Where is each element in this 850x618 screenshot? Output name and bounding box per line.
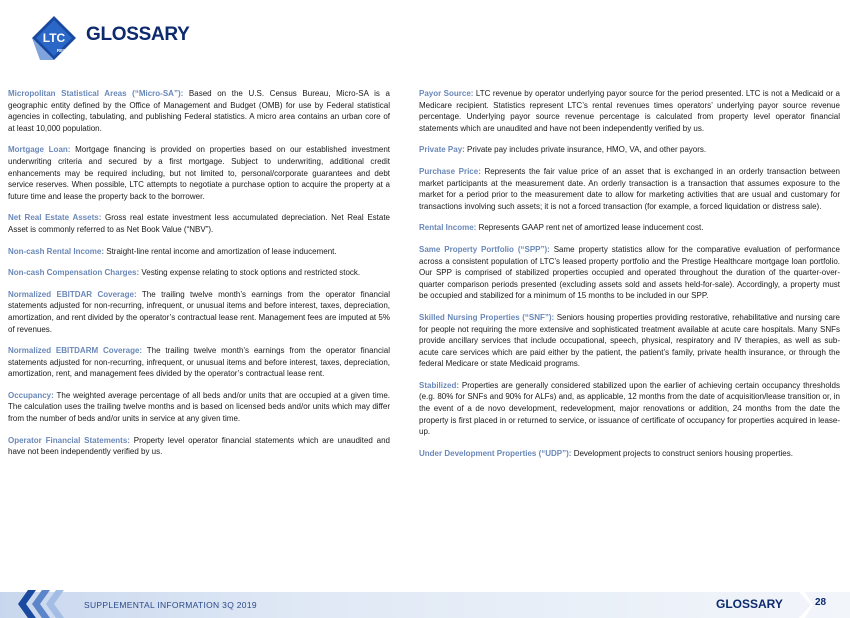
glossary-definition: Same property statistics allow for the comparative evaluation of performance across a consistent population of LTC’s leased property portfolio and the Prestige Healthcare mortgage loan portfolio. Our SPP is comprised of stabilized properties occupied and operated throughout the duration of the quarter-over-quarter comparison periods presented (excluding assets sold and assets held-for-sale). Accordingly, a property must be occupied and stabilized for a minimum of 15 months to be included in our SPP. <box>419 244 840 301</box>
glossary-definition: Development projects to construct seniors housing properties. <box>571 448 793 458</box>
glossary-definition: Represents GAAP rent net of amortized lease inducement cost. <box>476 223 704 233</box>
glossary-term: Occupancy: <box>8 390 54 400</box>
glossary-definition: Mortgage financing is provided on properties based on our established investment underwriting criteria and secured by a first mortgage. Subject to underwriting, additional credit enhancements may be required including, but not limited to, personal/corporate guarantees and debt service reserves. When possible, LTC attempts to negotiate a purchase option to acquire the property at a future time and lease the property back to the borrower. <box>8 145 391 201</box>
page-number: 28 <box>815 597 827 608</box>
glossary-term: Mortgage Loan: <box>8 145 71 155</box>
glossary-definition: LTC revenue by operator underlying payor source for the period presented. LTC is not a Medicaid or a Medicare recipient. Statistics represent LTC’s rental revenues times operators’ underlying payor source revenue percentage. Underlying payor source revenue percentage is calculated from property level operator financial statements which are unaudited and have not been independently verified by us. <box>419 89 840 133</box>
glossary-term: Normalized EBITDAR Coverage: <box>8 289 137 299</box>
glossary-term: Skilled Nursing Properties (“SNF”): <box>419 312 555 322</box>
glossary-term: Operator Financial Statements: <box>8 435 130 445</box>
glossary-definition: Vesting expense relating to stock options and restricted stock. <box>139 268 361 278</box>
glossary-term: Same Property Portfolio (“SPP”): <box>419 244 550 254</box>
glossary-definition: Seniors housing properties providing restorative, rehabilitative and nursing care for people not requiring the more extensive and sophisticated treatment available at acute care hospitals. Many SNFs provide ancillary services that include occupational, speech, physical, respiratory and IV therapies, as well as sub-acute care services which are paid either by the patient, the patient’s family, private health insurance, or through the federal Medicare or state Medicaid programs. <box>419 312 841 369</box>
glossary-entry-rental-income <box>419 222 840 234</box>
glossary-entry-stabilized <box>419 380 840 438</box>
glossary-entry-occupancy <box>8 390 390 425</box>
glossary-definition: Properties are generally considered stabilized upon the earlier of achieving certain occupancy thresholds (e.g. 80% for SNFs and 90% for ALFs) and, as applicable, 12 months from the date of acquisition/lease transition or, in the event of a de novo development, redevelopment, major renovations or addition, 24 months from the date the property is first placed in or returned to service, or issuance of certificate of occupancy for properties acquired in lease-up. <box>419 380 840 437</box>
ltc-logo <box>30 14 78 62</box>
glossary-entry-net-real-estate-assets <box>8 212 390 235</box>
glossary-entry-operator-financial-statements <box>8 435 390 458</box>
glossary-definition: Private pay includes private insurance, HMO, VA, and other payors. <box>464 145 707 155</box>
chevron-left-icon <box>6 588 76 618</box>
glossary-term: Private Pay: <box>419 145 465 155</box>
glossary-definition: Straight-line rental income and amortization of lease inducement. <box>104 246 337 256</box>
glossary-entry-micro-sa <box>8 88 390 134</box>
glossary-entry-mortgage-loan <box>8 144 390 202</box>
glossary-entry-under-development <box>419 448 840 460</box>
glossary-term: Net Real Estate Assets: <box>8 213 102 223</box>
glossary-term: Normalized EBITDARM Coverage: <box>8 346 143 356</box>
page-title: GLOSSARY <box>86 24 190 45</box>
glossary-entry-ebitdar-coverage <box>8 289 390 335</box>
logo-subtext: REIT <box>56 48 68 53</box>
glossary-definition: Property level operator financial statements which are unaudited and have not been independently verified by us. <box>8 435 390 457</box>
glossary-left-column <box>8 88 390 468</box>
glossary-entry-payor-source <box>419 88 840 134</box>
glossary-entry-non-cash-rental-income <box>8 246 390 258</box>
glossary-term: Non-cash Rental Income: <box>8 246 105 256</box>
page-header <box>0 0 850 80</box>
footer-section-title: GLOSSARY <box>716 597 783 611</box>
glossary-entry-ebitdarm-coverage <box>8 345 390 380</box>
glossary-entry-purchase-price <box>419 166 840 212</box>
chevron-right-icon <box>795 592 813 618</box>
glossary-right-column <box>419 88 840 469</box>
footer-label: SUPPLEMENTAL INFORMATION 3Q 2019 <box>84 600 257 610</box>
glossary-definition: Gross real estate investment less accumulated depreciation. Net Real Estate Asset is commonly referred to as Net Book Value (“NBV”). <box>8 213 390 234</box>
glossary-definition: Represents the fair value price of an asset that is exchanged in an orderly transaction between market participants at the measurement date. An orderly transaction is a transaction that assumes exposure to the market for a period prior to the measurement date to allow for marketing activities that are usual and customary for transactions involving such assets; it is not a forced transaction (for example, a forced liquidation or distress sale). <box>419 166 840 211</box>
glossary-entry-skilled-nursing <box>419 312 840 370</box>
glossary-entry-same-property-portfolio <box>419 244 840 302</box>
glossary-term: Micropolitan Statistical Areas (“Micro-SA”): <box>8 89 184 98</box>
glossary-term: Under Development Properties (“UDP”): <box>419 448 572 458</box>
glossary-definition: The weighted average percentage of all beds and/or units that are occupied at a given time. The calculation uses the trailing twelve months and is based on licensed beds and/or units which may differ from the number of beds and/or units in service at any given time. <box>8 390 390 424</box>
glossary-definition: Based on the U.S. Census Bureau, Micro-SA is a geographic entity defined by the Office of Management and Budget (OMB) for use by Federal statistical agencies in collecting, tabulating, and publishing Federal statistics. A micro area contains an urban core of at least 10,000 population. <box>8 89 391 133</box>
glossary-entry-non-cash-compensation <box>8 267 390 279</box>
glossary-term: Non-cash Compensation Charges: <box>8 268 140 278</box>
glossary-term: Payor Source: <box>419 89 474 98</box>
logo-text: LTC <box>42 31 66 45</box>
glossary-definition: The trailing twelve month’s earnings from the operator financial statements adjusted for non-recurring, infrequent, or unusual items and before interest, taxes, depreciation, amortization, and rent divided by the operator’s contractual lease rent. Management fees are imputed at 5% of revenues. <box>8 289 390 334</box>
page-footer <box>0 586 850 618</box>
glossary-term: Stabilized: <box>419 380 460 390</box>
glossary-term: Purchase Price: <box>419 166 481 176</box>
glossary-entry-private-pay <box>419 144 840 156</box>
glossary-term: Rental Income: <box>419 223 477 233</box>
glossary-definition: The trailing twelve month’s earnings from the operator financial statements adjusted for non-recurring, infrequent, or unusual items and before interest, taxes, depreciation, amortization, rent, and management fees divided by the operator’s contractual lease rent. <box>8 346 390 379</box>
